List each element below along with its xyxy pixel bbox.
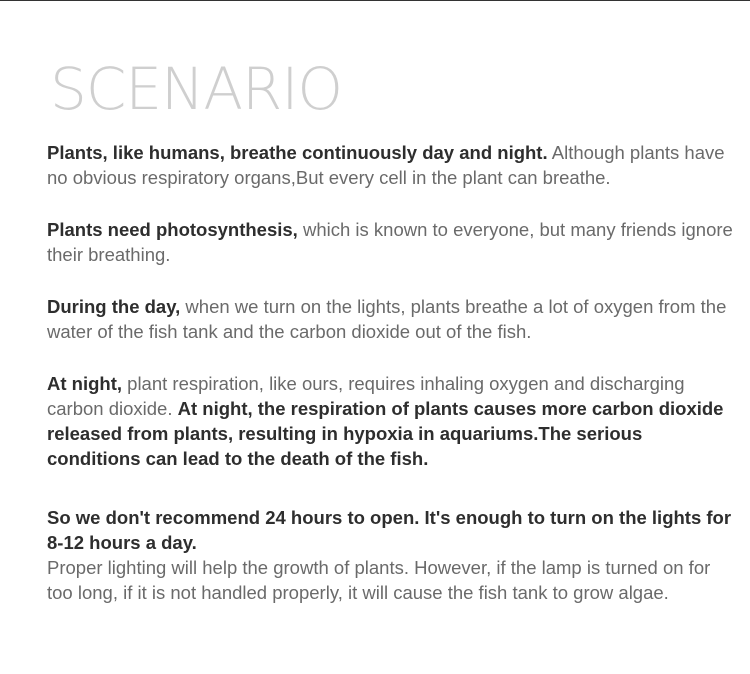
paragraph-breathing bbox=[47, 140, 739, 190]
paragraph-photosynthesis bbox=[47, 217, 739, 267]
paragraph-night-lead: At night, bbox=[47, 373, 123, 394]
paragraph-night-text: plant respiration, like ours, requires inhaling oxygen and discharging carbon dioxide. bbox=[47, 373, 685, 419]
paragraph-day-lead: During the day, bbox=[47, 296, 181, 317]
paragraph-recommendation-lead: So we don't recommend 24 hours to open. It's enough to turn on the lights for 8-12 hours a day. bbox=[47, 507, 732, 553]
paragraph-day bbox=[47, 294, 739, 344]
page-title: SCENARIO bbox=[50, 55, 343, 123]
top-divider bbox=[0, 0, 750, 1]
paragraph-night bbox=[47, 371, 739, 471]
paragraph-breathing-text: Although plants have no obvious respiratory organs,But every cell in the plant can breathe. bbox=[47, 142, 725, 188]
paragraph-photosynthesis-text: which is known to everyone, but many friends ignore their breathing. bbox=[47, 219, 733, 265]
paragraph-recommendation-text: Proper lighting will help the growth of plants. However, if the lamp is turned on for too long, if it is not handled properly, it will cause the fish tank to grow algae. bbox=[47, 557, 711, 603]
paragraph-breathing-lead: Plants, like humans, breathe continuously day and night. bbox=[47, 142, 548, 163]
paragraph-day-text: when we turn on the lights, plants breathe a lot of oxygen from the water of the fish tank and the carbon dioxide out of the fish. bbox=[47, 296, 727, 342]
paragraph-photosynthesis-lead: Plants need photosynthesis, bbox=[47, 219, 298, 240]
paragraph-night-warning: At night, the respiration of plants causes more carbon dioxide released from plants, resulting in hypoxia in aquariums.The serious conditions can lead to the death of the fish. bbox=[47, 398, 724, 469]
scenario-content bbox=[47, 140, 739, 605]
paragraph-recommendation bbox=[47, 505, 739, 605]
